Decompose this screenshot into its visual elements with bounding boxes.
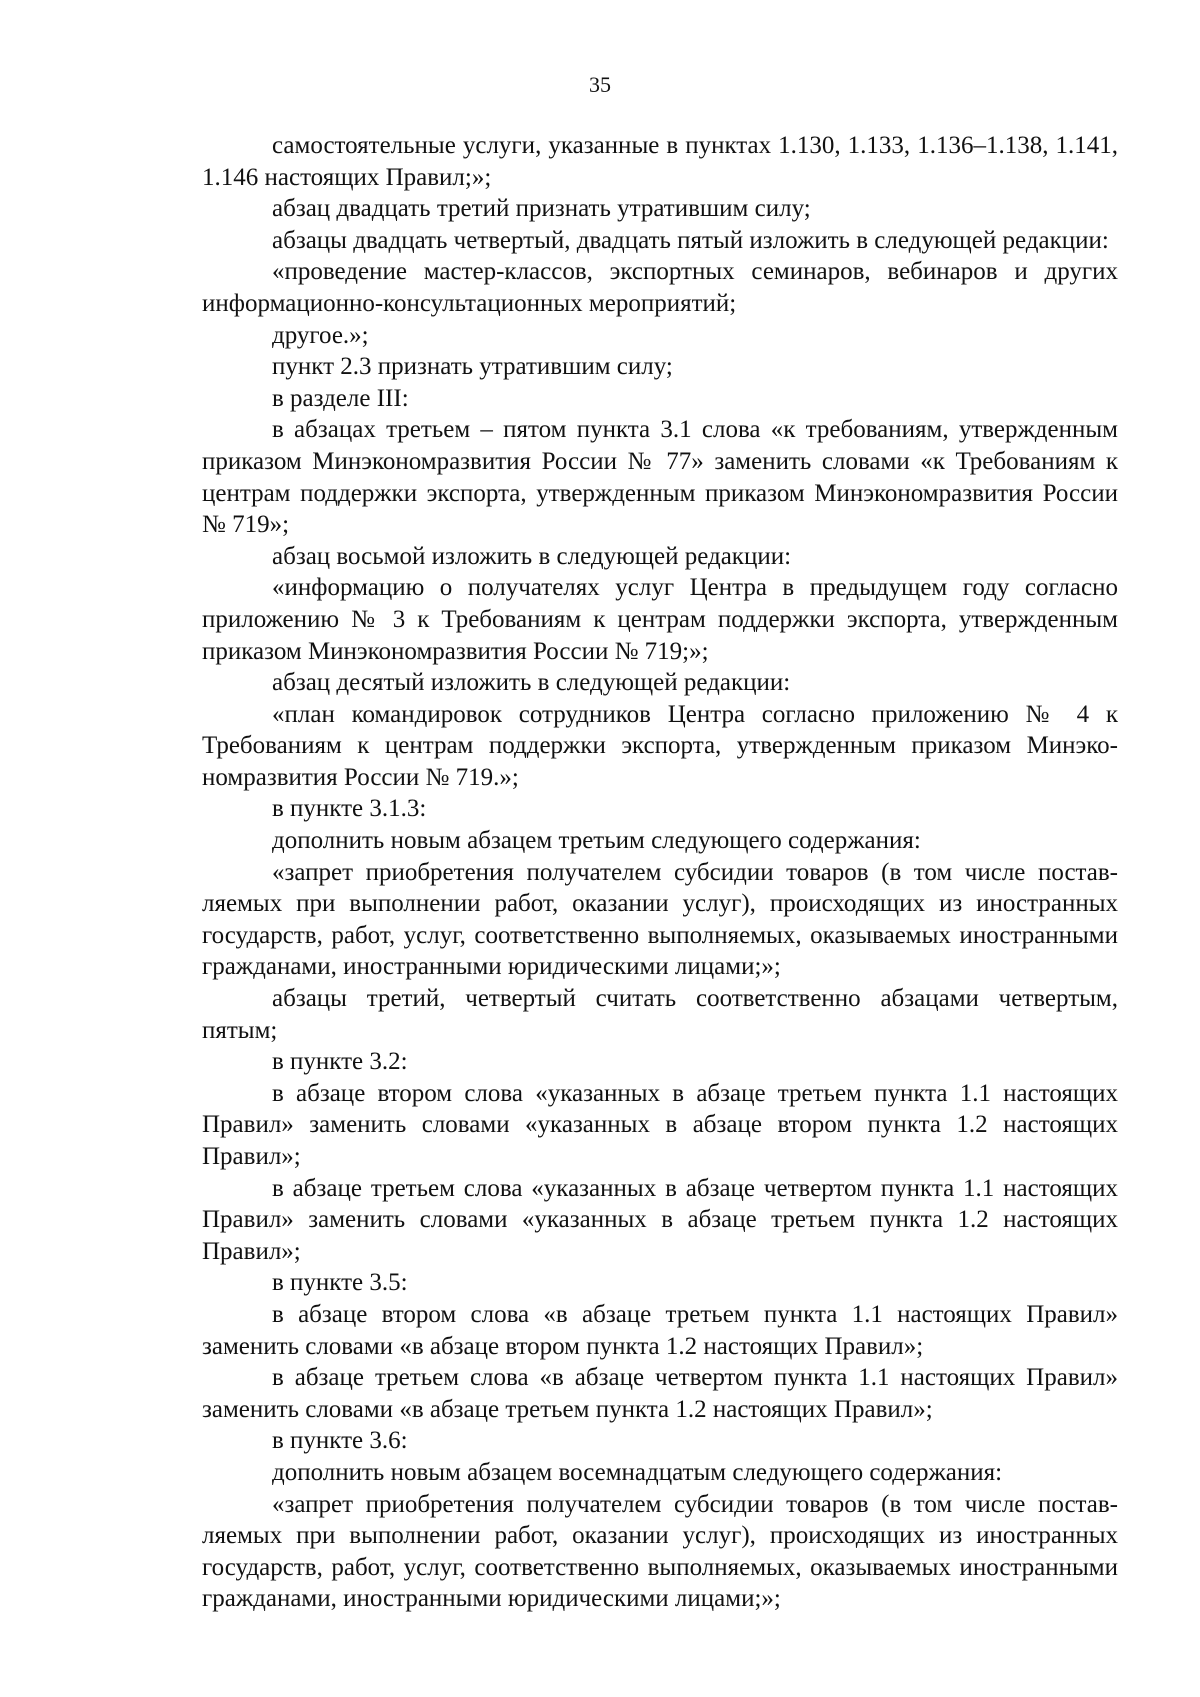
page-number: 35 <box>589 72 611 97</box>
paragraph: другое.»; <box>272 321 369 349</box>
paragraph: в пункте 3.2: <box>272 1048 408 1076</box>
paragraph: пункт 2.3 признать утратившим силу; <box>272 353 673 381</box>
paragraph: в абзаце третьем слова «указанных в абзаце четвертом пункта 1.1 настоящих Правил» заменить словами «указанных в абзаце третьем пункта 1.2 настоящих Правил»; <box>202 1174 1118 1265</box>
paragraph: «информацию о получателях услуг Центра в предыдущем году согласно приложению № 3 к Требованиям к центрам поддержки экспорта, утвержденным приказом Минэкономразвития России № 719;»; <box>202 574 1118 665</box>
paragraph: дополнить новым абзацем третьим следующего содержания: <box>272 827 921 855</box>
paragraph: самостоятельные услуги, указанные в пунктах 1.130, 1.133, 1.136–1.138, 1.141, 1.146 настоящих Правил;»; <box>202 132 1118 191</box>
paragraph: в абзаце втором слова «указанных в абзаце третьем пункта 1.1 настоящих Правил» заменить словами «указанных в абзаце втором пункта 1.2 настоящих Правил»; <box>202 1079 1118 1170</box>
paragraph: в абзаце третьем слова «в абзаце четвертом пункта 1.1 настоящих Правил» заменить словами «в абзаце третьем пункта 1.2 настоящих Правил»; <box>202 1364 1118 1423</box>
paragraph: «запрет приобретения получателем субсидии товаров (в том числе поставляемых при выполнении работ, оказании услуг), происходящих из иностранных государств, работ, услуг, соответственно выполняемых, оказываемых иностранными гражданами, иностранными юридическими лицами;»; <box>202 858 1118 981</box>
paragraph: в пункте 3.6: <box>272 1427 408 1455</box>
paragraph: абзац восьмой изложить в следующей редакции: <box>272 542 792 570</box>
paragraph: абзацы двадцать четвертый, двадцать пятый изложить в следующей редакции: <box>272 226 1109 254</box>
paragraph: в абзаце втором слова «в абзаце третьем пункта 1.1 настоящих Правил» заменить словами «в абзаце втором пункта 1.2 настоящих Правил»; <box>202 1300 1118 1360</box>
paragraph: абзац десятый изложить в следующей редакции: <box>272 669 791 697</box>
paragraph: «проведение мастер-классов, экспортных семинаров, вебинаров и других информационно-консультационных мероприятий; <box>202 258 1118 317</box>
paragraph: «запрет приобретения получателем субсидии товаров (в том числе поставляемых при выполнении работ, оказании услуг), происходящих из иностранных государств, работ, услуг, соответственно выполняемых, оказываемых иностранными гражданами, иностранными юридическими лицами;»; <box>202 1490 1118 1613</box>
paragraph: в разделе III: <box>272 384 409 412</box>
paragraph: в пункте 3.1.3: <box>272 795 427 823</box>
paragraph: в абзацах третьем – пятом пункта 3.1 слова «к требованиям, утвержденным приказом Минэкономразвития России № 77» заменить словами «к Требованиям к центрам поддержки экспорта, утвержденным приказом Минэкономразвития России № 719»; <box>202 416 1118 539</box>
paragraph: в пункте 3.5: <box>272 1269 408 1297</box>
paragraph: дополнить новым абзацем восемнадцатым следующего содержания: <box>272 1458 1003 1486</box>
paragraph: абзац двадцать третий признать утратившим силу; <box>272 195 811 223</box>
paragraph: «план командировок сотрудников Центра согласно приложению № 4 к Требованиям к центрам поддержки экспорта, утвержденным приказом Минэкономразвития России № 719.»; <box>202 700 1118 791</box>
paragraph: абзацы третий, четвертый считать соответственно абзацами четвертым, пятым; <box>202 985 1118 1044</box>
document-body <box>202 130 1118 1615</box>
